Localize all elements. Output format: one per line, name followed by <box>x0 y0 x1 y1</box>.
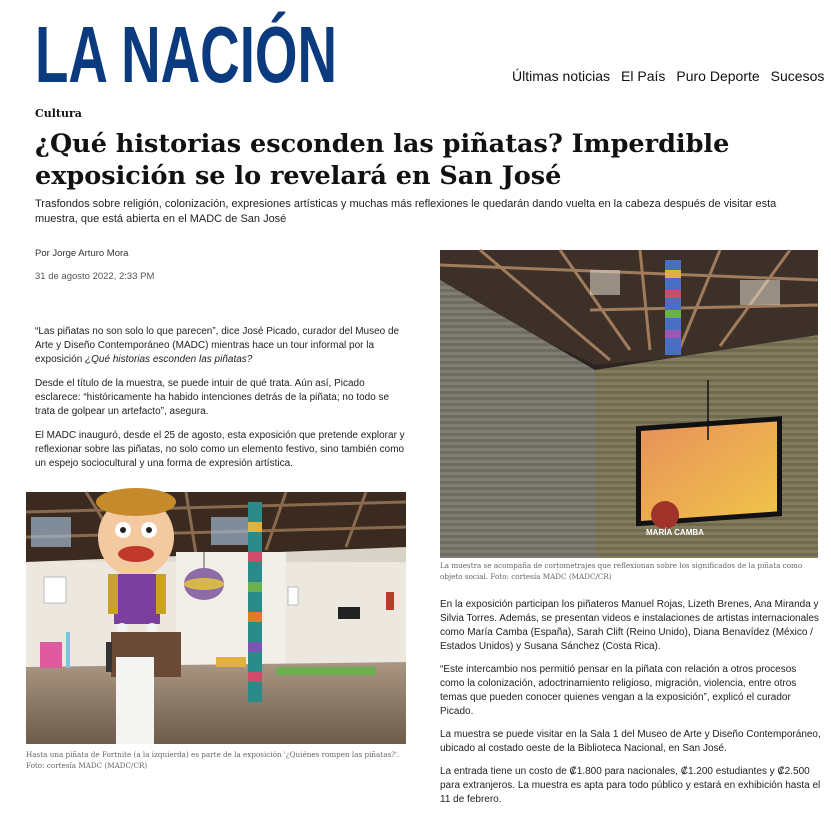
video-room-illustration <box>440 250 818 558</box>
article-byline[interactable]: Por Jorge Arturo Mora <box>35 248 129 259</box>
photo-caption: Hasta una piñata de Fortnite (a la izquierda) es parte de la exposición '¿Quiénes rompen las piñatas?'. Foto: cortesía MADC (MADC/CR) <box>26 750 400 770</box>
logo-text: LA NACIÓN <box>35 10 337 99</box>
article-summary: Trasfondos sobre religión, colonización, expresiones artísticas y muchas más reflexiones le quedarán dando vuelta en la cabeza después de visitar esta muestra, que está abierta en el MADC de San José <box>35 198 777 225</box>
gallery-illustration <box>26 492 406 744</box>
exhibition-photo-gallery[interactable] <box>26 492 406 744</box>
paragraph-text: “Las piñatas no son solo lo que parecen”, dice José Picado, curador del Museo de Arte y Diseño Contemporáneo (MADC) mientras hace un tour informal por la exposición <box>35 326 400 365</box>
paragraph: En la exposición participan los piñateros Manuel Rojas, Lizeth Brenes, Ana Miranda y Silvia Torres. Además, se presentan videos e instalaciones de artistas internacionales como María Camba (España), Sarah Clift (Reino Unido), Diana Benavídez (México / Estados Unidos) y Susana Sánchez (Costa Rica). <box>440 599 819 652</box>
paragraph: Desde el título de la muestra, se puede intuir de qué trata. Aún así, Picado esclarece: “históricamente ha habido intenciones detrás de la piñata; no todo se trata de golpear un artefacto”, asegura. <box>35 378 390 417</box>
section-label[interactable]: Cultura <box>35 107 82 120</box>
paragraph: La muestra se puede visitar en la Sala 1 del Museo de Arte y Diseño Contemporáneo, ubicado al costado oeste de la Biblioteca Nacional, en San José. <box>440 729 821 754</box>
main-nav <box>512 68 824 84</box>
article-date: 31 de agosto 2022, 2:33 PM <box>35 271 155 282</box>
nav-item-sucesos[interactable]: Sucesos <box>770 68 825 84</box>
article-body-left <box>35 325 410 481</box>
paragraph: El MADC inauguró, desde el 25 de agosto, esta exposición que pretende explorar y reflexionar sobre las piñatas, no solo como un elemento festivo, sino también como un espejo sociocultural y una forma de expresión artística. <box>35 430 405 469</box>
article-headline: ¿Qué historias esconden las piñatas? Imperdible exposición se lo revelará en San José <box>35 129 730 191</box>
paragraph: “Este intercambio nos permitió pensar en la piñata con relación a otros procesos como la colonización, adoctrinamiento religioso, migración, violencia, entre otros temas que pueden conocer quienes vengan a la exposición”, explicó el curador Picado. <box>440 664 797 717</box>
nav-item-ultimas-noticias[interactable]: Últimas noticias <box>512 68 611 84</box>
paragraph: La entrada tiene un costo de ₡1.800 para nacionales, ₡1.200 estudiantes y ₡2.500 para extranjeros. La muestra es apta para todo público y estará en exhibición hasta el 11 de febrero. <box>440 766 821 805</box>
nav-item-el-pais[interactable]: El País <box>621 68 666 84</box>
exhibition-title: ¿Qué historias esconden las piñatas? <box>85 354 253 365</box>
screen-title: MARÍA CAMBA <box>646 528 704 537</box>
nav-item-puro-deporte[interactable]: Puro Deporte <box>676 68 760 84</box>
logo-graphic <box>35 8 340 99</box>
exhibition-photo-video-room[interactable] <box>440 250 818 558</box>
article-body-right <box>440 598 822 816</box>
site-logo[interactable] <box>35 8 340 99</box>
photo-caption: La muestra se acompaña de cortometrajes que reflexionan sobre los significados de la piñata como objeto social. Foto: cortesía MADC (MADC/CR) <box>440 561 803 581</box>
paragraph <box>35 325 410 367</box>
